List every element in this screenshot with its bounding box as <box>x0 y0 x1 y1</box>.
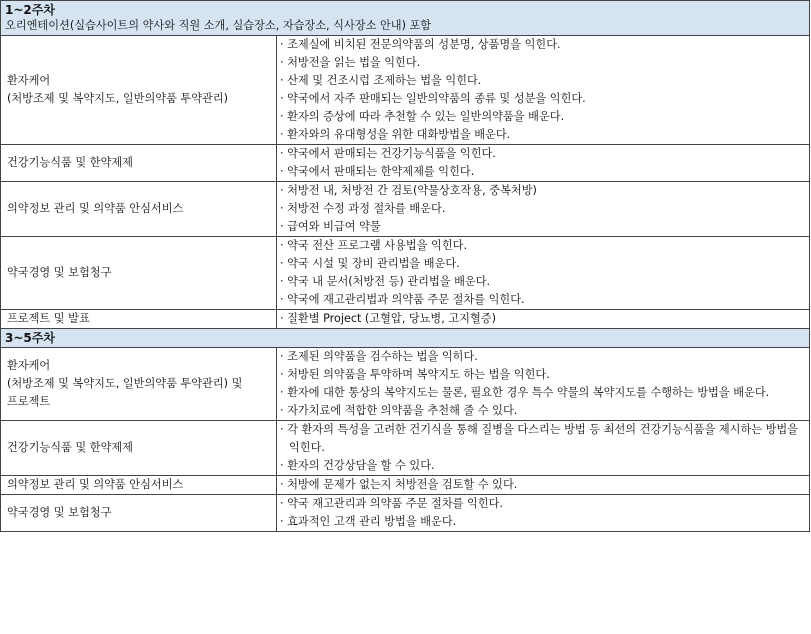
table-row <box>1 310 810 329</box>
topic-cell <box>1 476 277 495</box>
list-item: · 자가치료에 적합한 의약품을 추천해 줄 수 있다. <box>280 404 518 417</box>
topic-line: (처방조제 및 복약지도, 일반의약품 투약관리) <box>7 92 229 105</box>
list-item: · 약국 전산 프로그램 사용법을 익힌다. <box>280 239 468 252</box>
list-item: · 처방전 수정 과정 절차를 배운다. <box>280 202 446 215</box>
items-cell <box>277 476 810 495</box>
table-row <box>1 237 810 310</box>
list-item: · 환자의 건강상담을 할 수 있다. <box>280 459 435 472</box>
list-item: · 처방에 문제가 없는지 처방전을 검토할 수 있다. <box>280 478 518 491</box>
section-title: 3~5주차 <box>5 331 55 345</box>
items-cell <box>277 495 810 532</box>
list-item: · 처방전 내, 처방전 간 검토(약물상호작용, 중복처방) <box>280 184 537 197</box>
topic-cell <box>1 421 277 476</box>
topic-line: 의약정보 관리 및 의약품 안심서비스 <box>7 478 184 491</box>
table-row <box>1 145 810 182</box>
topic-line: 프로젝트 <box>7 395 51 408</box>
list-item: · 약국 시설 및 장비 관리법을 배운다. <box>280 257 460 270</box>
list-item: · 약국에서 판매되는 건강기능식품을 익힌다. <box>280 147 496 160</box>
list-item: · 효과적인 고객 관리 방법을 배운다. <box>280 515 457 528</box>
list-item: · 약국에서 자주 판매되는 일반의약품의 종류 및 성분을 익힌다. <box>280 92 586 105</box>
section-header-cell <box>1 329 810 348</box>
topic-line: 환자케어 <box>7 359 51 372</box>
items-cell <box>277 348 810 421</box>
list-item: · 질환별 Project (고혈압, 당뇨병, 고지혈증) <box>280 312 496 325</box>
topic-cell <box>1 182 277 237</box>
topic-line: 약국경영 및 보험청구 <box>7 506 112 519</box>
topic-line: 약국경영 및 보험청구 <box>7 266 112 279</box>
topic-cell <box>1 36 277 145</box>
topic-line: 환자케어 <box>7 74 51 87</box>
section-title: 1~2주차 <box>5 3 55 17</box>
list-item: · 급여와 비급여 약물 <box>280 220 381 233</box>
topic-cell <box>1 495 277 532</box>
table-row <box>1 476 810 495</box>
items-cell <box>277 182 810 237</box>
table-row <box>1 348 810 421</box>
items-cell <box>277 145 810 182</box>
items-cell <box>277 237 810 310</box>
list-item: · 처방전을 읽는 법을 익힌다. <box>280 56 421 69</box>
topic-line: (처방조제 및 복약지도, 일반의약품 투약관리) 및 <box>7 377 243 390</box>
list-item: · 처방된 의약품을 투약하며 복약지도 하는 법을 익힌다. <box>280 368 550 381</box>
items-cell <box>277 421 810 476</box>
topic-line: 의약정보 관리 및 의약품 안심서비스 <box>7 202 184 215</box>
list-item: · 약국 내 문서(처방전 등) 관리법을 배운다. <box>280 275 491 288</box>
topic-cell <box>1 145 277 182</box>
topic-cell <box>1 310 277 329</box>
table-row <box>1 421 810 476</box>
list-item: · 조제된 의약품을 검수하는 법을 익히다. <box>280 350 478 363</box>
section-header-cell <box>1 1 810 36</box>
list-item: · 산제 및 건조시럽 조제하는 법을 익힌다. <box>280 74 482 87</box>
topic-line: 건강기능식품 및 한약제제 <box>7 441 133 454</box>
list-item: · 조제실에 비치된 전문의약품의 성분명, 상품명을 익힌다. <box>280 38 561 51</box>
list-item: · 환자에 대한 통상의 복약지도는 물론, 필요한 경우 특수 약물의 복약지도를 수행하는 방법을 배운다. <box>280 386 770 399</box>
topic-line: 프로젝트 및 발표 <box>7 312 90 325</box>
table-row <box>1 182 810 237</box>
list-item: · 약국 재고관리과 의약품 주문 절차를 익힌다. <box>280 497 503 510</box>
list-item: · 약국에 재고관리법과 의약품 주문 절차를 익힌다. <box>280 293 525 306</box>
section-header <box>1 1 810 36</box>
table-row <box>1 495 810 532</box>
list-item: · 환자의 증상에 따라 추천할 수 있는 일반의약품을 배운다. <box>280 110 565 123</box>
items-cell <box>277 310 810 329</box>
list-item: · 각 환자의 특성을 고려한 건기식을 통해 질병을 다스리는 방법 등 최선의 건강기능식품을 제시하는 방법을 익힌다. <box>280 423 799 454</box>
section-note: 오리엔테이션(실습사이트의 약사와 직원 소개, 실습장소, 자습장소, 식사장소 안내) 포함 <box>5 19 432 32</box>
topic-cell <box>1 348 277 421</box>
topic-line: 건강기능식품 및 한약제제 <box>7 156 133 169</box>
items-cell <box>277 36 810 145</box>
list-item: · 약국에서 판매되는 한약제제를 익힌다. <box>280 165 475 178</box>
topic-cell <box>1 237 277 310</box>
table-row <box>1 36 810 145</box>
section-header <box>1 329 810 348</box>
list-item: · 환자와의 유대형성을 위한 대화방법을 배운다. <box>280 128 511 141</box>
